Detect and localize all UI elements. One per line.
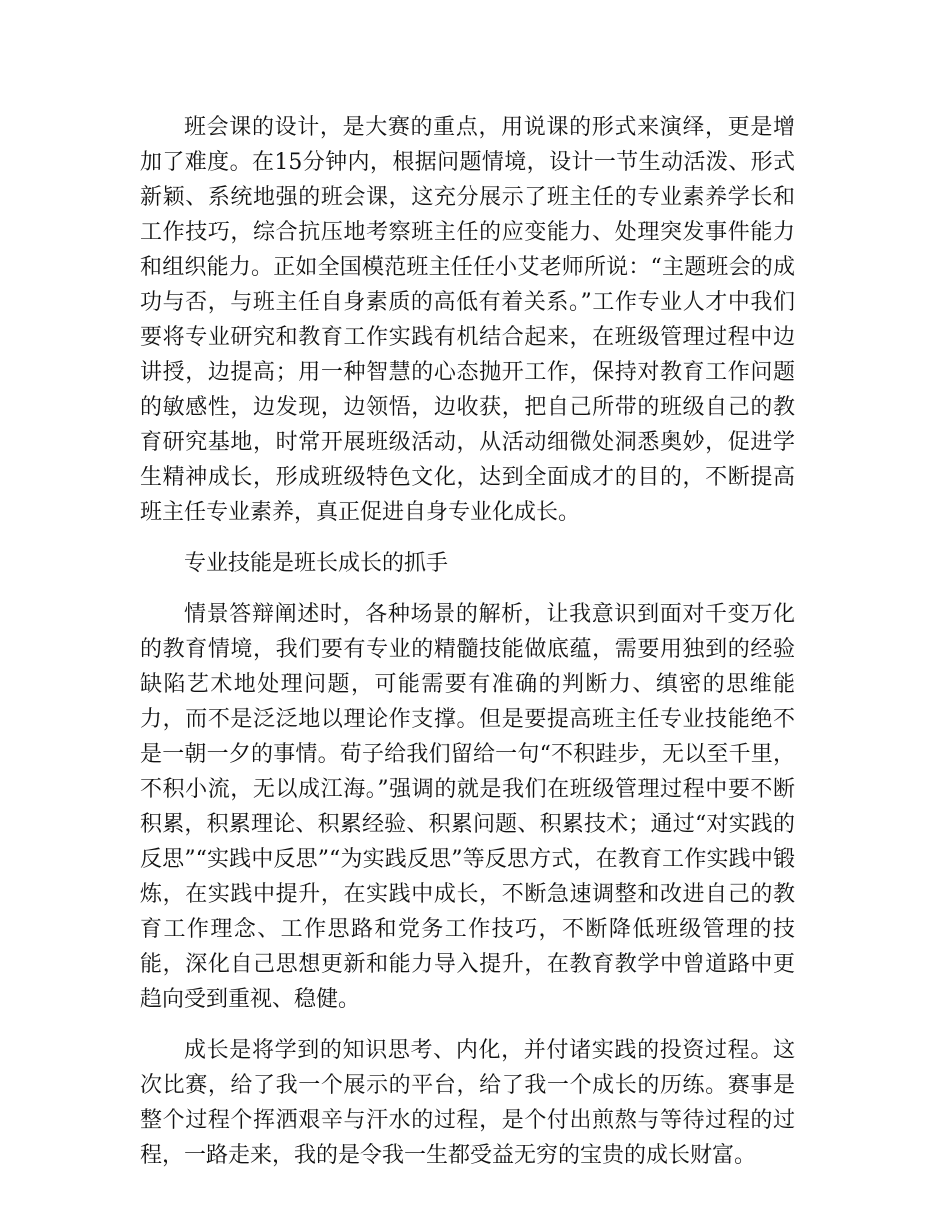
document-body	[140, 110, 795, 1189]
section-heading-professional-skills: 专业技能是班长成长的抓手	[184, 551, 449, 576]
paragraph-class-meeting-design: 班会课的设计，是大赛的重点，用说课的形式来演绎，更是增加了难度。在15分钟内，根据问题情境，设计一节生动活泼、形式新颖、系统地强的班会课，这充分展示了班主任的专业素养学长和工作技巧，综合抗压地考察班主任的应变能力、处理突发事件能力和组织能力。正如全国模范班主任任小艾老师所说：“主题班会的成功与否，与班主任自身素质的高低有着关系。”工作专业人才中我们要将专业研究和教育工作实践有机结合起来，在班级管理过程中边讲授，边提高；用一种智慧的心态抛开工作，保持对教育工作问题的敏感性，边发现，边领悟，边收获，把自己所带的班级自己的教育研究基地，时常开展班级活动，从活动细微处洞悉奥妙，促进学生精神成长，形成班级特色文化，达到全面成才的目的，不断提高班主任专业素养，真正促进自身专业化成长。	[140, 115, 795, 525]
paragraph-growth-summary: 成长是将学到的知识思考、内化，并付诸实践的投资过程。这次比赛，给了我一个展示的平台，给了我一个成长的历练。赛事是整个过程个挥洒艰辛与汗水的过程，是个付出煎熬与等待过程的过程，一路走来，我的是令我一生都受益无穷的宝贵的成长财富。	[140, 1038, 795, 1168]
paragraph-scenario-defense: 情景答辩阐述时，各种场景的解析，让我意识到面对千变万化的教育情境，我们要有专业的精髓技能做底蕴，需要用独到的经验缺陷艺术地处理问题，可能需要有准确的判断力、缜密的思维能力，而不是泛泛地以理论作支撑。但是要提高班主任专业技能绝不是一朝一夕的事情。荀子给我们留给一句“不积跬步，无以至千里，不积小流，无以成江海。”强调的就是我们在班级管理过程中要不断积累，积累理论、积累经验、积累问题、积累技术；通过“对实践的反思”“实践中反思”“为实践反思”等反思方式，在教育工作实践中锻炼，在实践中提升，在实践中成长，不断急速调整和改进自己的教育工作理念、工作思路和党务工作技巧，不断降低班级管理的技能，深化自己思想更新和能力导入提升，在教育教学中曾道路中更趋向受到重视、稳健。	[140, 602, 795, 1012]
